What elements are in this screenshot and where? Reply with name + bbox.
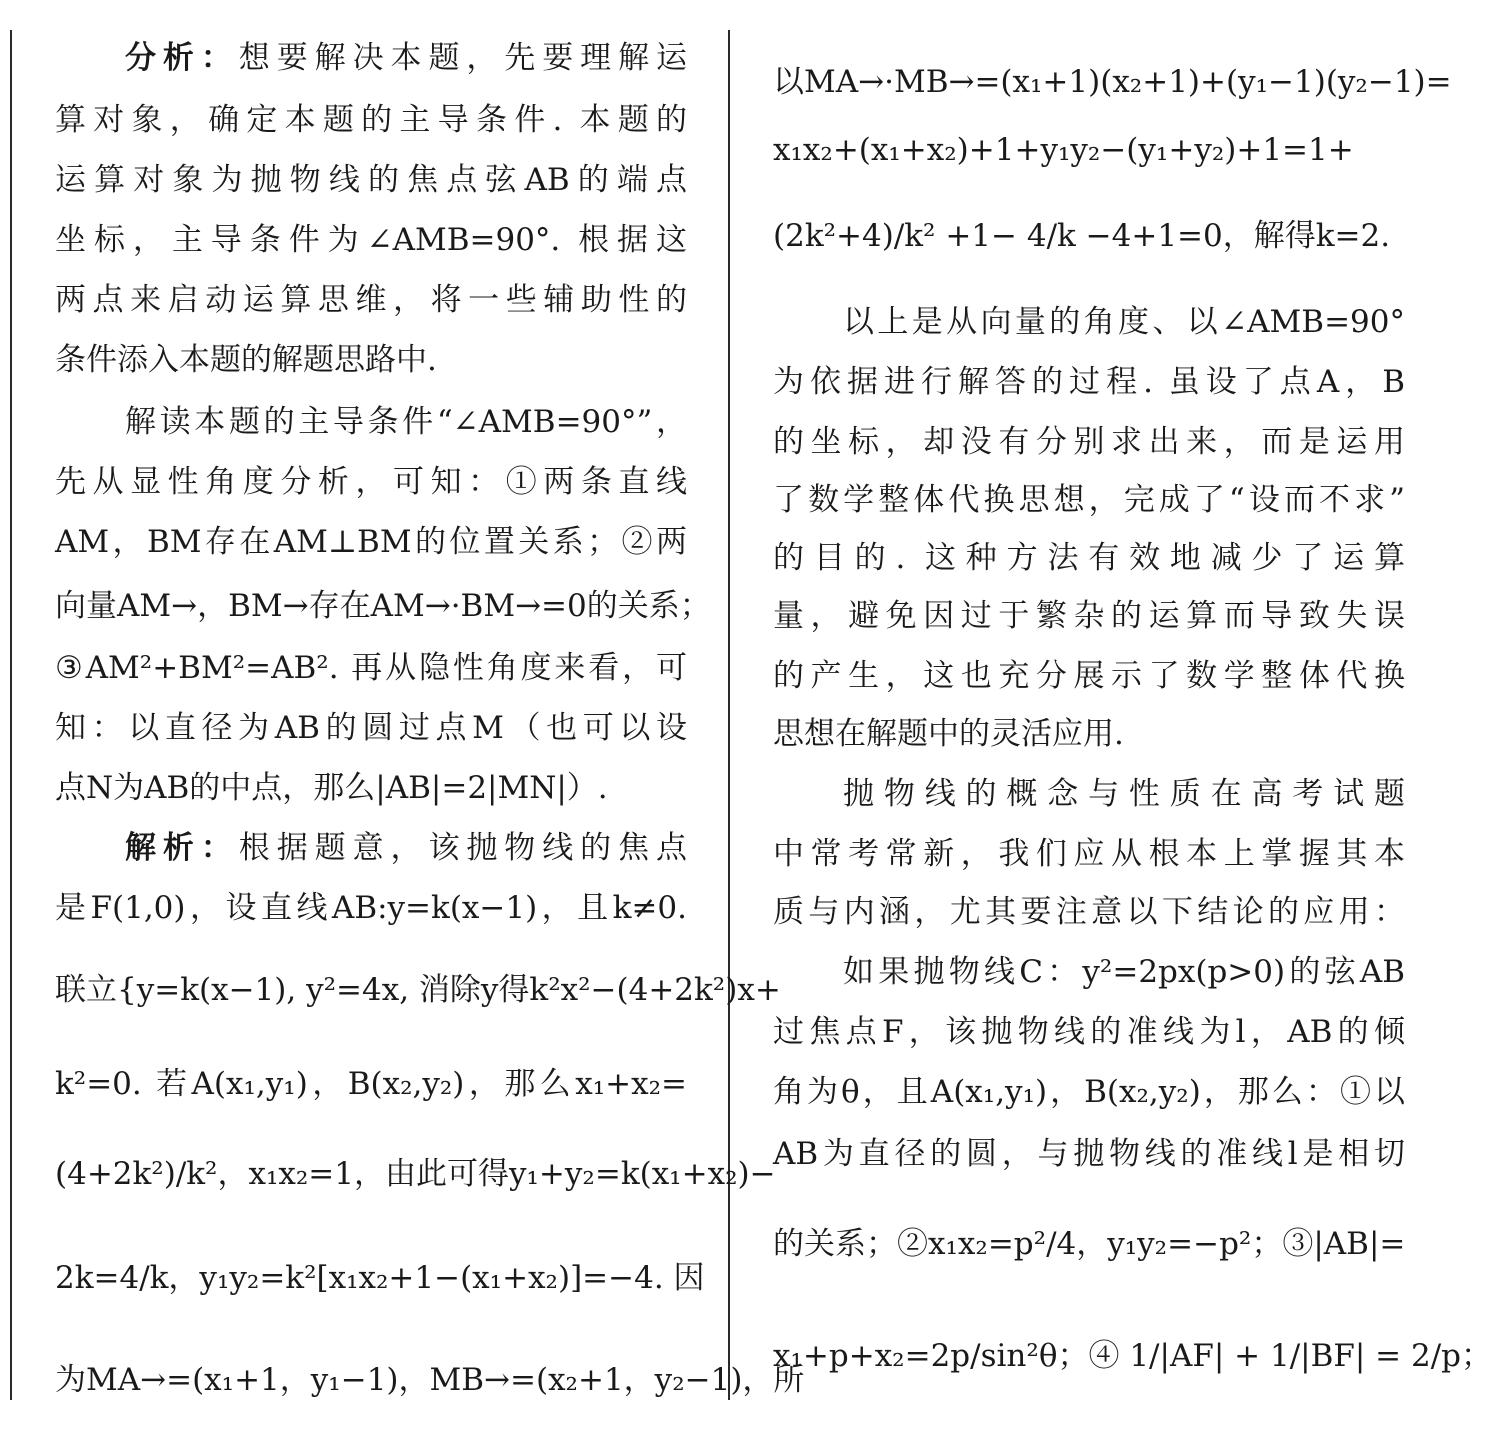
line-text: 向量AM→，BM→存在AM→·BM→=0的关系；: [55, 588, 711, 624]
line-text: 联立{y=k(x−1), y²=4x, 消除y得k²x²−(4+2k²)x+: [55, 972, 781, 1008]
text-line: [773, 952, 1405, 992]
text-line: [55, 1258, 705, 1298]
line-text: 根据题意，该抛物线的焦点: [238, 830, 688, 866]
text-line: [55, 100, 687, 140]
line-text: 坐标，主导条件为∠AMB=90°. 根据这: [55, 222, 687, 258]
text-line: [55, 402, 687, 442]
line-text: 以上是从向量的角度、以∠AMB=90°: [843, 304, 1405, 340]
line-text: ③AM²+BM²=AB². 再从隐性角度来看，可: [55, 650, 687, 686]
line-text: 条件添入本题的解题思路中.: [55, 342, 437, 378]
line-text: k²=0. 若A(x₁,y₁)，B(x₂,y₂)，那么x₁+x₂=: [55, 1066, 687, 1102]
text-line: [773, 302, 1405, 342]
text-line: [773, 656, 1405, 696]
text-line: [773, 62, 1452, 102]
text-line: [773, 774, 1405, 814]
text-line: [55, 1064, 687, 1104]
line-text: 过焦点F，该抛物线的准线为l，AB的倾: [773, 1014, 1405, 1050]
line-text: 先从显性角度分析，可知：①两条直线: [55, 464, 687, 500]
text-line: [773, 480, 1405, 520]
text-line: [55, 522, 687, 562]
line-text: 质与内涵，尤其要注意以下结论的应用：: [773, 894, 1405, 930]
text-line: [55, 970, 781, 1010]
text-line: [773, 362, 1405, 402]
text-line: [773, 216, 1405, 256]
line-text: 量，避免因过于繁杂的运算而导致失误: [773, 598, 1405, 634]
text-line: [55, 160, 687, 200]
line-text: 了数学整体代换思想，完成了“设而不求”: [773, 482, 1405, 518]
line-text: 的目的. 这种方法有效地减少了运算: [773, 540, 1405, 576]
line-text: 运算对象为抛物线的焦点弦AB的端点: [55, 162, 687, 198]
text-line: [773, 892, 1405, 932]
line-text: x₁x₂+(x₁+x₂)+1+y₁y₂−(y₁+y₂)+1=1+: [773, 132, 1354, 168]
line-text: 解读本题的主导条件“∠AMB=90°”，: [125, 404, 687, 440]
text-line: [55, 220, 687, 260]
text-line: [773, 714, 1405, 754]
text-line: [773, 130, 1405, 170]
line-text: 的坐标，却没有分别求出来，而是运用: [773, 424, 1405, 460]
text-line: [55, 648, 687, 688]
line-text: 角为θ，且A(x₁,y₁)，B(x₂,y₂)，那么：①以: [773, 1074, 1405, 1110]
line-text: AB为直径的圆，与抛物线的准线l是相切: [773, 1136, 1405, 1172]
line-text: 知：以直径为AB的圆过点M（也可以设: [55, 710, 687, 746]
line-text: 算对象，确定本题的主导条件. 本题的: [55, 102, 687, 138]
line-text: 点N为AB的中点，那么|AB|=2|MN|）.: [55, 770, 608, 806]
line-text: 思想在解题中的灵活应用.: [773, 716, 1124, 752]
section-heading: 分析：: [125, 40, 239, 76]
text-line: [773, 538, 1405, 578]
text-line: [55, 708, 687, 748]
text-line: [55, 38, 687, 78]
text-line: [773, 596, 1405, 636]
text-line: [55, 888, 687, 928]
line-text: 为依据进行解答的过程. 虽设了点A，B: [773, 364, 1405, 400]
text-line: [55, 768, 687, 808]
text-line: [55, 828, 687, 868]
line-text: 为MA→=(x₁+1，y₁−1)，MB→=(x₂+1，y₂−1)，所: [55, 1362, 805, 1398]
text-line: [55, 340, 687, 380]
text-line: [773, 422, 1405, 462]
line-text: x₁+p+x₂=2p/sin²θ；④ 1/|AF| + 1/|BF| = 2/p；: [773, 1338, 1492, 1374]
line-text: 是F(1,0)，设直线AB:y=k(x−1)，且k≠0.: [55, 890, 687, 926]
line-text: 如果抛物线C：y²=2px(p>0)的弦AB: [843, 954, 1405, 990]
text-line: [773, 1336, 1492, 1376]
line-text: 中常考常新，我们应从根本上掌握其本: [773, 836, 1405, 872]
line-text: AM，BM存在AM⊥BM的位置关系；②两: [55, 524, 687, 560]
text-line: [55, 586, 711, 626]
text-line: [773, 1224, 1405, 1264]
line-text: 2k=4/k，y₁y₂=k²[x₁x₂+1−(x₁+x₂)]=−4. 因: [55, 1260, 705, 1296]
text-line: [773, 1072, 1405, 1112]
text-line: [55, 462, 687, 502]
column-divider: [728, 30, 730, 1400]
line-text: 的关系；②x₁x₂=p²/4，y₁y₂=−p²；③|AB|=: [773, 1226, 1406, 1262]
text-line: [55, 1154, 776, 1194]
line-text: 想要解决本题，先要理解运: [238, 40, 688, 76]
line-text: (2k²+4)/k² +1− 4/k −4+1=0，解得k=2.: [773, 218, 1391, 254]
line-text: 以MA→·MB→=(x₁+1)(x₂+1)+(y₁−1)(y₂−1)=: [773, 64, 1452, 100]
line-text: 两点来启动运算思维，将一些辅助性的: [55, 282, 687, 318]
text-line: [773, 834, 1405, 874]
text-line: [55, 1360, 805, 1400]
text-line: [55, 280, 687, 320]
left-margin-rule: [10, 30, 12, 1400]
text-line: [773, 1012, 1405, 1052]
text-line: [773, 1134, 1405, 1174]
line-text: 的产生，这也充分展示了数学整体代换: [773, 658, 1405, 694]
section-heading: 解析：: [125, 830, 239, 866]
line-text: (4+2k²)/k²，x₁x₂=1，由此可得y₁+y₂=k(x₁+x₂)−: [55, 1156, 776, 1192]
line-text: 抛物线的概念与性质在高考试题: [843, 776, 1405, 812]
